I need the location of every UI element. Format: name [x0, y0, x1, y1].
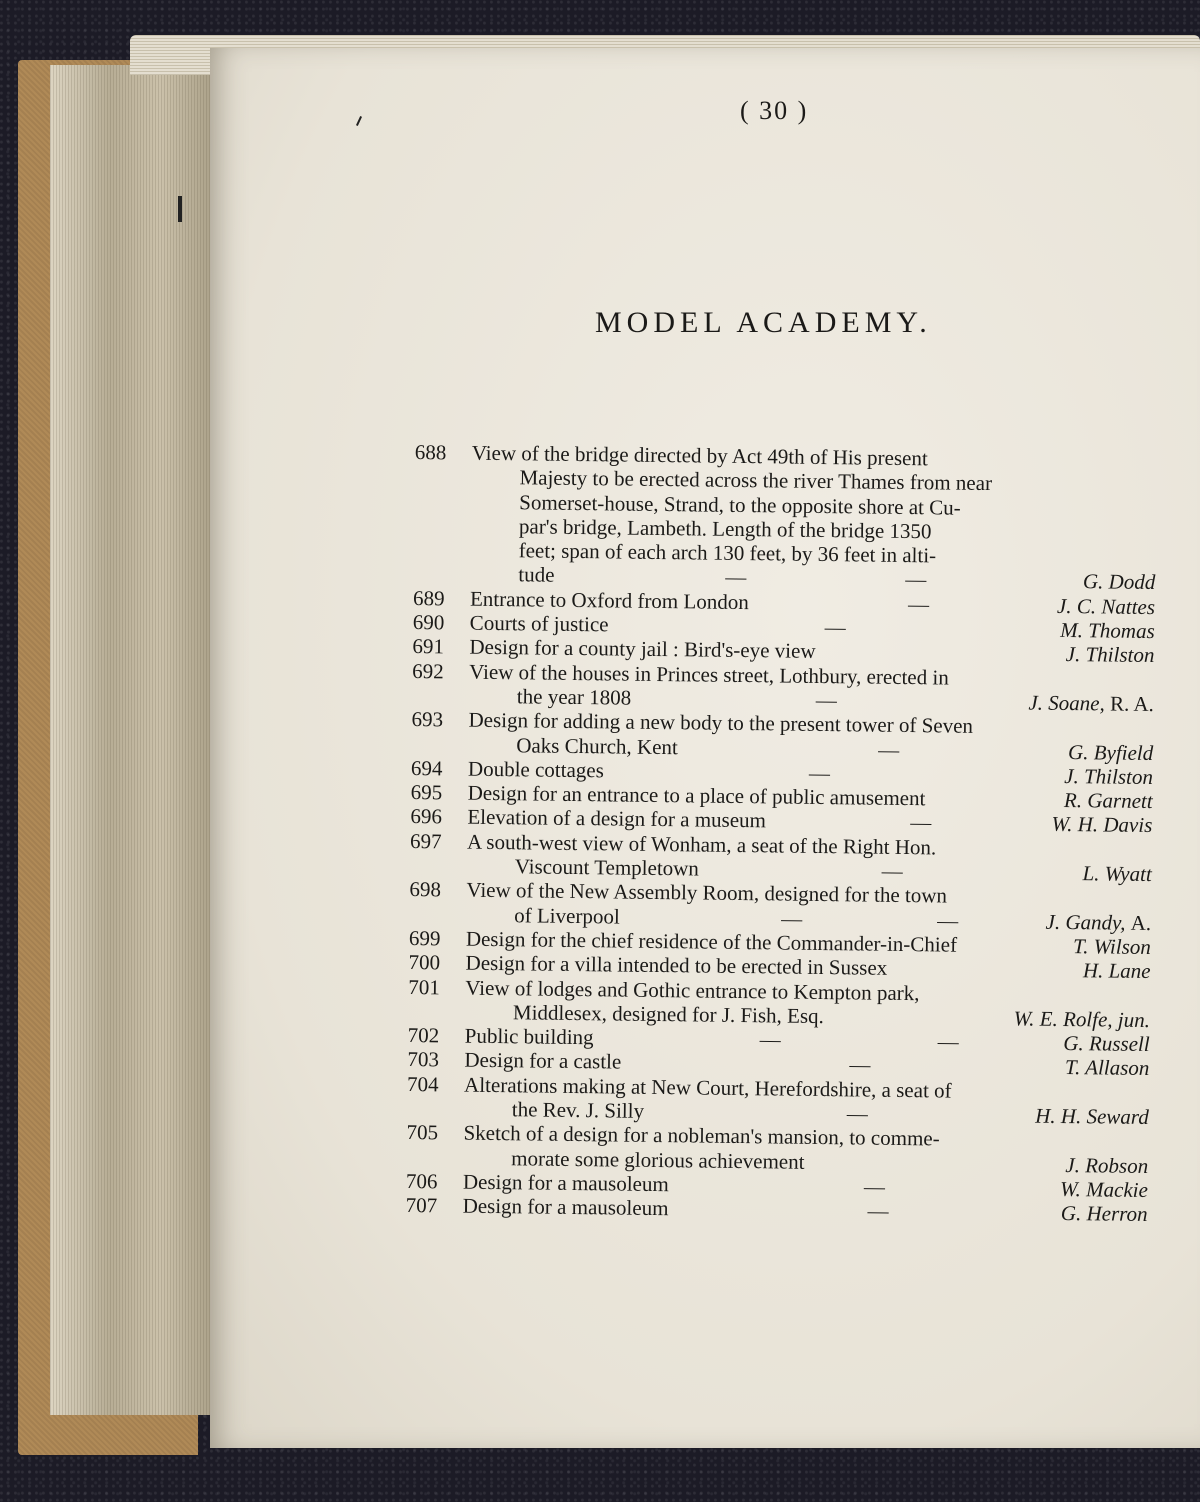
artist-name: W. H. Davis: [1051, 812, 1153, 838]
entry-number: 700: [408, 950, 441, 975]
book-page: [210, 48, 1200, 1448]
dash-separator: —: [867, 1198, 889, 1224]
artist-name: J. Robson: [1065, 1152, 1149, 1178]
catalogue-entries: [406, 440, 1157, 1227]
artist-name: H. Lane: [1082, 958, 1151, 984]
dash-separator: —: [878, 737, 900, 762]
dash-separator: —: [846, 1101, 868, 1126]
entry-title-continued: Middlesex, designed for J. Fish, Esq.: [512, 1000, 825, 1028]
artist-name: G. Byfield: [1067, 739, 1154, 765]
dash-separator: —: [910, 810, 932, 835]
artist-name: G. Dodd: [1082, 569, 1156, 595]
entry-number: 692: [412, 658, 444, 684]
section-title: MODEL ACADEMY.: [595, 306, 932, 339]
artist-name: T. Allason: [1064, 1055, 1150, 1081]
ink-mark: [356, 116, 362, 126]
entry-title: View of the houses in Princes street, Lothbury, erected in: [469, 659, 949, 690]
dash-separator: —: [907, 591, 930, 617]
entry-number: 688: [414, 440, 447, 465]
entry-title: A south-west view of Wonham, a seat of the Right Hon.: [466, 829, 937, 860]
entry-number: 690: [412, 610, 445, 635]
entry-number: 699: [408, 925, 441, 951]
dash-separator: —: [881, 858, 903, 884]
artist-name: G. Russell: [1063, 1031, 1150, 1057]
entry-title: Entrance to Oxford from London: [469, 586, 749, 614]
entry-title: Alterations making at New Court, Herefordshire, a seat of: [463, 1072, 952, 1103]
entry-title-continued: Somerset-house, Strand, to the opposite shore at Cu-: [519, 489, 961, 520]
entry-title: View of the New Assembly Room, designed for the town: [466, 878, 948, 908]
artist-name-text: J. Soane,: [1028, 690, 1105, 716]
dash-separator: —: [781, 906, 803, 931]
entry-title: Elevation of a design for a museum: [467, 805, 767, 833]
entry-title-continued: morate some glorious achievement: [511, 1145, 805, 1174]
entry-title: Sketch of a design for a nobleman's mansion, to comme-: [463, 1120, 940, 1151]
artist-name: R. Garnett: [1063, 788, 1153, 814]
artist-name: M. Thomas: [1060, 617, 1155, 644]
dash-separator: —: [863, 1174, 886, 1199]
page-number: ( 30 ): [740, 96, 809, 125]
dash-separator: —: [937, 908, 959, 933]
entry-title-continued: Majesty to be erected across the river Thames from near: [519, 465, 993, 496]
dash-separator: —: [808, 760, 831, 785]
dash-separator: —: [905, 567, 927, 592]
artist-name-text: J. Gandy,: [1045, 909, 1126, 935]
entry-title: Courts of justice: [469, 610, 609, 637]
artist-name: L. Wyatt: [1082, 861, 1152, 887]
artist-name: T. Wilson: [1072, 934, 1152, 959]
entry-number: 693: [411, 707, 444, 732]
entry-title: View of the bridge directed by Act 49th of His present: [471, 440, 928, 471]
entry-number: 705: [406, 1120, 439, 1145]
entry-title: Design for a mausoleum: [462, 1193, 669, 1221]
artist-name: W. E. Rolfe, jun.: [1013, 1006, 1151, 1032]
entry-number: 702: [407, 1023, 440, 1048]
entry-title: View of lodges and Gothic entrance to Kempton park,: [465, 975, 920, 1005]
entry-title-continued: of Liverpool: [514, 902, 620, 929]
artist-name: H. H. Seward: [1035, 1103, 1149, 1130]
entry-number: 697: [409, 828, 442, 854]
entry-number: 694: [410, 755, 443, 781]
entry-title: Design for adding a new body to the present tower of Seven: [468, 707, 974, 739]
dash-separator: —: [824, 615, 846, 640]
artist-name: W. Mackie: [1059, 1176, 1149, 1202]
artist-name: [1028, 690, 1154, 716]
artist-name: J. Thilston: [1064, 763, 1154, 789]
entry-number: 696: [410, 804, 443, 829]
entry-title-continued: the year 1808: [516, 684, 632, 710]
entry-title-continued: Viscount Templetown: [514, 854, 700, 881]
artist-name: J. Thilston: [1065, 642, 1155, 668]
dash-separator: —: [815, 687, 837, 713]
entry-title-continued: par's bridge, Lambeth. Length of the bridge 1350: [518, 514, 932, 544]
entry-title: Design for a mausoleum: [462, 1169, 669, 1197]
entry-title: Design for the chief residence of the Commander-in-Chief: [465, 926, 958, 957]
entry-title-continued: the Rev. J. Silly: [511, 1097, 645, 1123]
entry-number: 704: [406, 1071, 439, 1097]
artist-suffix: A.: [1130, 910, 1152, 935]
entry-title-continued: feet; span of each arch 130 feet, by 36 feet in alti-: [518, 538, 937, 568]
entry-number: 707: [405, 1193, 438, 1218]
entry-title: Double cottages: [467, 756, 605, 783]
artist-name: J. C. Nattes: [1056, 593, 1156, 619]
artist-suffix: R. A.: [1109, 691, 1154, 717]
dash-separator: —: [937, 1029, 959, 1054]
entry-title-continued: tude: [518, 562, 555, 588]
dash-separator: —: [759, 1027, 781, 1052]
entry-number: 703: [407, 1047, 440, 1072]
entry-title: Design for a castle: [464, 1048, 622, 1074]
entry-number: 689: [412, 585, 445, 611]
artist-name: [1045, 909, 1151, 935]
artist-name: G. Herron: [1060, 1201, 1148, 1227]
page-edges: [50, 65, 220, 1415]
entry-number: 701: [408, 974, 440, 999]
entry-number: 695: [410, 780, 443, 805]
entry-number: 706: [405, 1168, 438, 1194]
ink-mark: [178, 196, 182, 222]
entry-title: Design for a county jail : Bird's-eye view: [469, 635, 816, 664]
dash-separator: —: [849, 1052, 871, 1078]
entry-title: Design for a villa intended to be erected in Sussex: [465, 950, 888, 981]
entry-title: Design for an entrance to a place of public amusement: [467, 780, 926, 811]
entry-title: Public building: [464, 1023, 594, 1050]
dash-separator: —: [725, 565, 747, 590]
entry-number: 698: [409, 877, 442, 902]
entry-number: 691: [412, 634, 445, 659]
entry-title-continued: Oaks Church, Kent: [516, 732, 678, 759]
